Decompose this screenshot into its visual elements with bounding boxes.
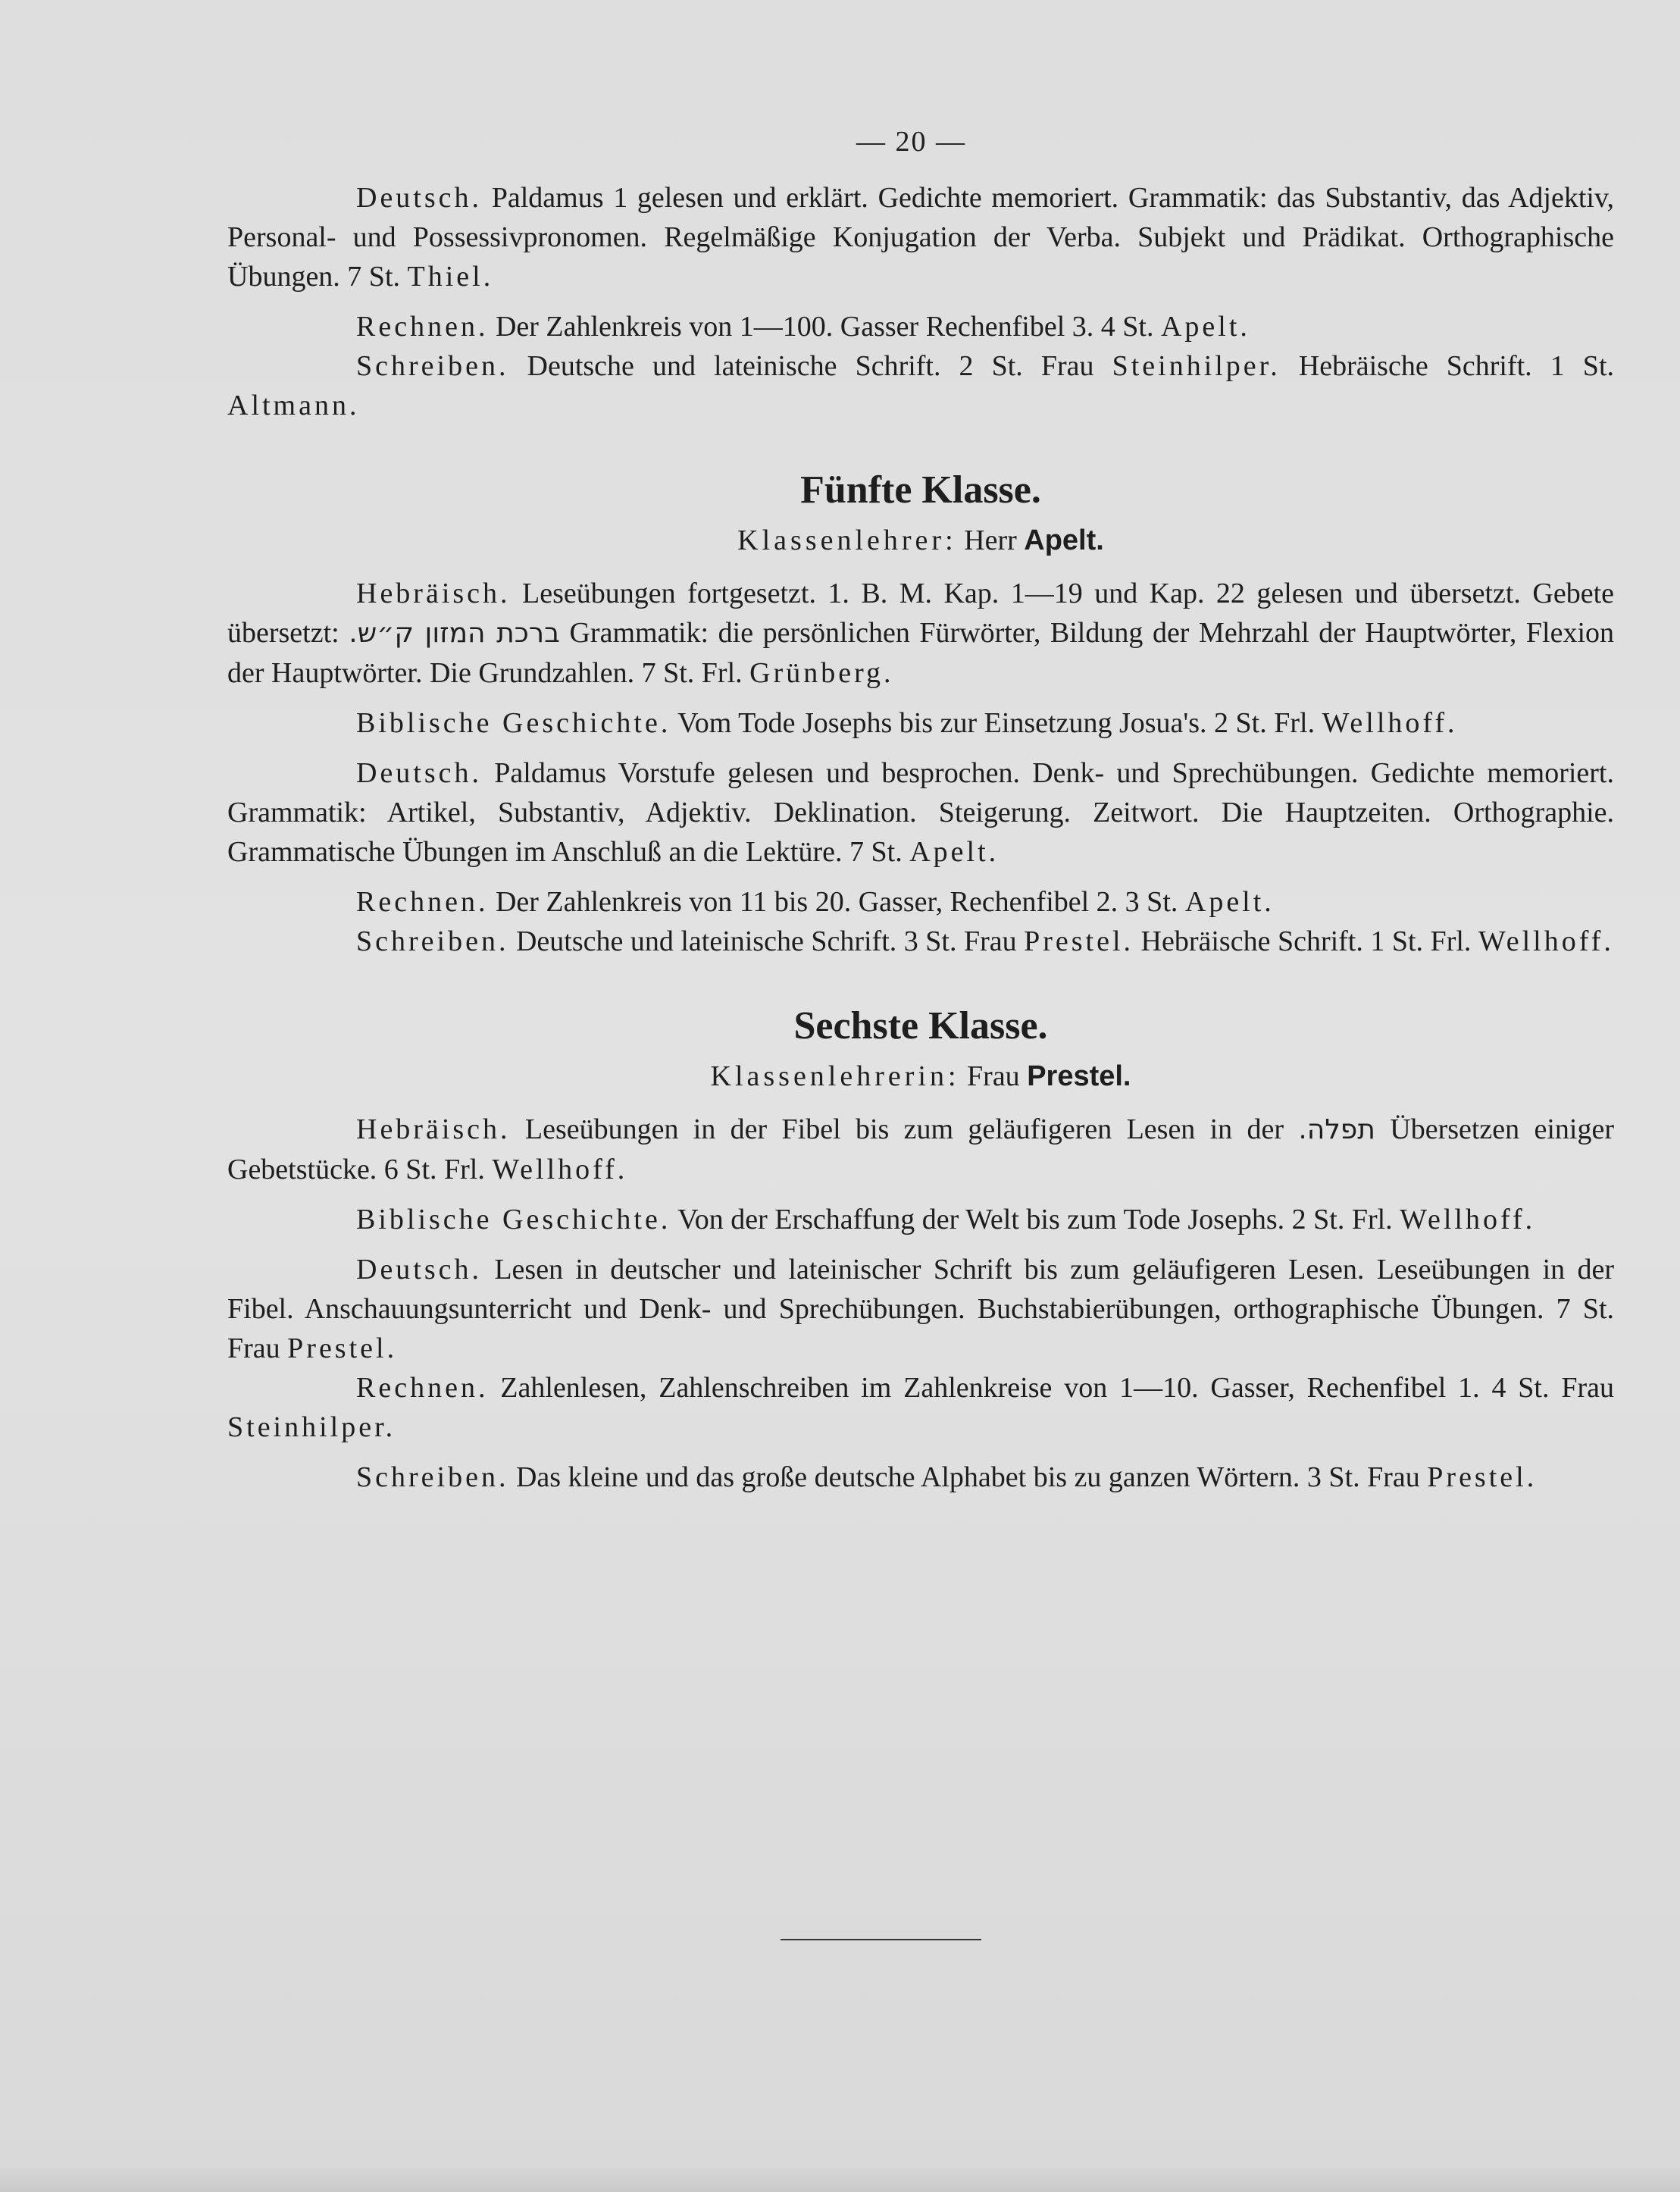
subject-label: Hebräisch. bbox=[356, 578, 511, 609]
paragraph-text: Deutsche und lateinische Schrift. 3 St. Frau bbox=[508, 925, 1025, 957]
teacher-name: Wellhoff. bbox=[1322, 707, 1458, 739]
paragraph-text: Hebräische Schrift. 1 St. bbox=[1280, 350, 1614, 382]
paragraph-schreiben-6 bbox=[227, 1458, 1614, 1497]
paragraph-text: Paldamus Vorstufe gelesen und besprochen. Denk- und Sprechübungen. Gedichte memoriert. Grammatik: Artikel, Substantiv, Adjektiv. Deklination. Steigerung. Zeitwort. Die Hauptzeiten. Orthographie. Grammatische Übungen im Anschluß an die Lektüre. 7 St. bbox=[227, 757, 1614, 868]
paragraph-text: Deutsche und lateinische Schrift. 2 St. Frau bbox=[508, 350, 1112, 382]
teacher-name: Apelt. bbox=[909, 836, 1000, 868]
paragraph-deutsch-4 bbox=[227, 178, 1614, 296]
teacher-name: Prestel. bbox=[1024, 925, 1134, 957]
teacher-name: Prestel. bbox=[1427, 1461, 1538, 1493]
subject-label: Deutsch. bbox=[356, 757, 483, 789]
teacher-name: Steinhilper. bbox=[1112, 350, 1281, 382]
subject-label: Schreiben. bbox=[356, 925, 509, 957]
teacher-name: Wellhoff. bbox=[492, 1154, 628, 1185]
paragraph-text: Leseübungen fortgesetzt. 1. B. M. Kap. 1—19 und Kap. 22 gelesen und übersetzt. Gebete übersetzt: bbox=[227, 578, 1614, 649]
subject-label: Schreiben. bbox=[356, 350, 509, 382]
teacher-name: Grünberg. bbox=[749, 657, 894, 689]
page-content bbox=[227, 178, 1614, 1508]
subject-label: Deutsch. bbox=[356, 1254, 483, 1285]
paragraph-hebraeisch-6 bbox=[227, 1110, 1614, 1189]
paragraph-text: Zahlenlesen, Zahlenschreiben im Zahlenkreise von 1—10. Gasser, Rechenfibel 1. 4 St. Frau bbox=[488, 1372, 1614, 1404]
paragraph-schreiben-4 bbox=[227, 346, 1614, 425]
teacher-name: Apelt. bbox=[1184, 886, 1275, 918]
paragraph-deutsch-6 bbox=[227, 1250, 1614, 1368]
paragraph-biblische-geschichte-5 bbox=[227, 703, 1614, 743]
paragraph-biblische-geschichte-6 bbox=[227, 1200, 1614, 1239]
paragraph-text: Vom Tode Josephs bis zur Einsetzung Josua's. 2 St. Frl. bbox=[671, 707, 1322, 739]
teacher-name: Thiel. bbox=[407, 261, 494, 293]
subject-label: Biblische Geschichte. bbox=[356, 1204, 671, 1235]
subject-label: Schreiben. bbox=[356, 1461, 509, 1493]
teacher-name: Altmann. bbox=[227, 390, 360, 421]
paragraph-text: Paldamus 1 gelesen und erklärt. Gedichte memoriert. Grammatik: das Substantiv, das Adjektiv, Personal- und Possessivpronomen. Regelmäßige Konjugation der Verba. Subjekt und Prädikat. Orthographische Übungen. 7 St. bbox=[227, 182, 1614, 293]
teacher-name: Wellhoff. bbox=[1478, 925, 1614, 957]
page-number: — 20 — bbox=[856, 126, 966, 158]
subject-label: Hebräisch. bbox=[356, 1113, 511, 1145]
teacher-name: Wellhoff. bbox=[1400, 1204, 1536, 1235]
subject-label: Rechnen. bbox=[356, 886, 489, 918]
scan-edge bbox=[0, 2168, 1680, 2192]
paragraph-text: Das kleine und das große deutsche Alphabet bis zu ganzen Wörtern. 3 St. Frau bbox=[508, 1461, 1428, 1493]
section-title-fuenfte-klasse: Fünfte Klasse. bbox=[800, 468, 1041, 512]
paragraph-text: Von der Erschaffung der Welt bis zum Tode Josephs. 2 St. Frl. bbox=[671, 1204, 1400, 1235]
teacher-name: Prestel. bbox=[287, 1332, 398, 1364]
paragraph-rechnen-5 bbox=[227, 882, 1614, 922]
class-teacher-label: Klassenlehrer: bbox=[737, 525, 957, 556]
paragraph-text: Hebräische Schrift. 1 St. Frl. bbox=[1134, 925, 1478, 957]
subject-label: Deutsch. bbox=[356, 182, 483, 214]
subject-label: Rechnen. bbox=[356, 1372, 489, 1404]
class-teacher-prefix: Frau bbox=[967, 1060, 1020, 1092]
paragraph-rechnen-4 bbox=[227, 307, 1614, 346]
subject-label: Rechnen. bbox=[356, 311, 489, 343]
hebrew-text: ברכת המזון ק״ש. bbox=[349, 618, 560, 649]
paragraph-schreiben-5 bbox=[227, 922, 1614, 961]
subject-label: Biblische Geschichte. bbox=[356, 707, 671, 739]
paragraph-text: Übersetzen einiger Gebetstücke. 6 St. Frl. bbox=[227, 1113, 1614, 1185]
class-teacher-label: Klassenlehrerin: bbox=[710, 1060, 960, 1092]
paragraph-text: Lesen in deutscher und lateinischer Schrift bis zum geläufigeren Lesen. Leseübungen in der Fibel. Anschauungsunterricht und Denk- und Sprechübungen. Buchstabierübungen, orthographische Übungen. 7 St. Frau bbox=[227, 1254, 1614, 1364]
class-teacher-name: Prestel. bbox=[1027, 1060, 1131, 1092]
class-teacher-line bbox=[227, 521, 1614, 560]
paragraph-text: Der Zahlenkreis von 1—100. Gasser Rechenfibel 3. 4 St. bbox=[488, 311, 1161, 343]
section-end-rule bbox=[781, 1939, 981, 1940]
paragraph-rechnen-6 bbox=[227, 1368, 1614, 1447]
paragraph-deutsch-5 bbox=[227, 753, 1614, 872]
class-teacher-prefix: Herr bbox=[964, 525, 1017, 556]
paragraph-text: Der Zahlenkreis von 11 bis 20. Gasser, Rechenfibel 2. 3 St. bbox=[488, 886, 1185, 918]
teacher-name: Apelt. bbox=[1160, 311, 1250, 343]
section-title-sechste-klasse: Sechste Klasse. bbox=[793, 1004, 1048, 1047]
paragraph-hebraeisch-5 bbox=[227, 574, 1614, 693]
teacher-name: Steinhilper. bbox=[227, 1411, 396, 1443]
paragraph-text: Leseübungen in der Fibel bis zum geläufigeren Lesen in der bbox=[510, 1113, 1299, 1145]
class-teacher-name: Apelt. bbox=[1024, 525, 1104, 556]
hebrew-text: תפלה. bbox=[1298, 1114, 1375, 1145]
paragraph-text: Grammatik: die persönlichen Fürwörter, Bildung der Mehrzahl der Hauptwörter, Flexion der Hauptwörter. Die Grundzahlen. 7 St. Frl. bbox=[227, 617, 1615, 689]
class-teacher-line bbox=[227, 1057, 1614, 1096]
